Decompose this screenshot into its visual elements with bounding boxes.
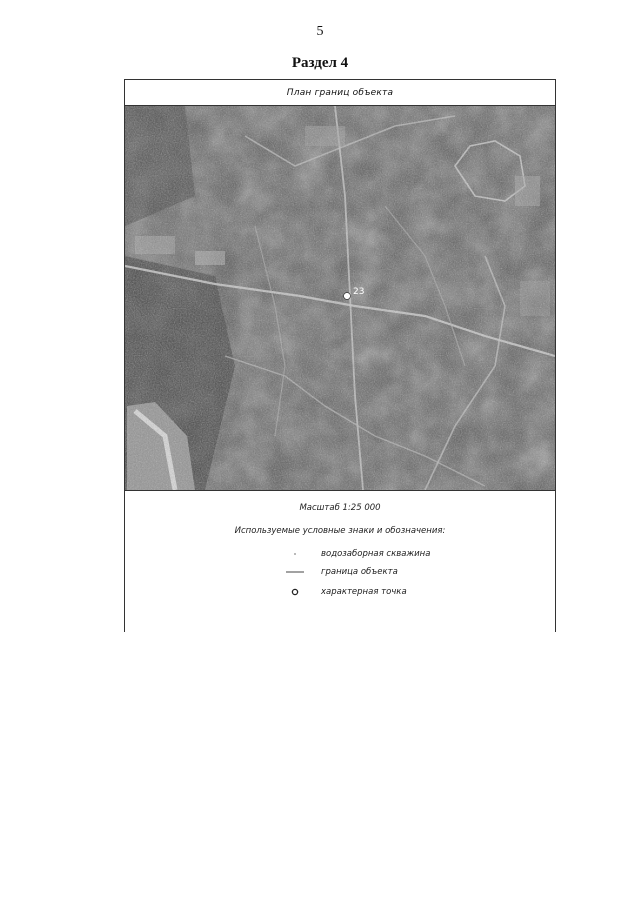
plan-header: План границ объекта <box>125 80 555 106</box>
section-title: Раздел 4 <box>291 55 349 71</box>
page-number: 5 <box>316 24 324 39</box>
map-point-label: 23 <box>353 287 365 297</box>
legend-title: Используемые условные знаки и обозначения: <box>234 526 446 536</box>
map-scale: Масштаб 1:25 000 <box>299 503 381 513</box>
well-dot-icon <box>285 548 305 560</box>
legend-label-well: водозаборная скважина <box>321 549 431 559</box>
point-circle-icon <box>285 586 305 598</box>
characteristic-point-marker <box>344 293 351 300</box>
plan-frame <box>124 79 556 632</box>
legend-label-boundary: граница объекта <box>321 567 398 577</box>
satellite-map-image <box>125 106 555 491</box>
boundary-line-icon <box>285 566 305 578</box>
legend-label-point: характерная точка <box>321 587 407 597</box>
